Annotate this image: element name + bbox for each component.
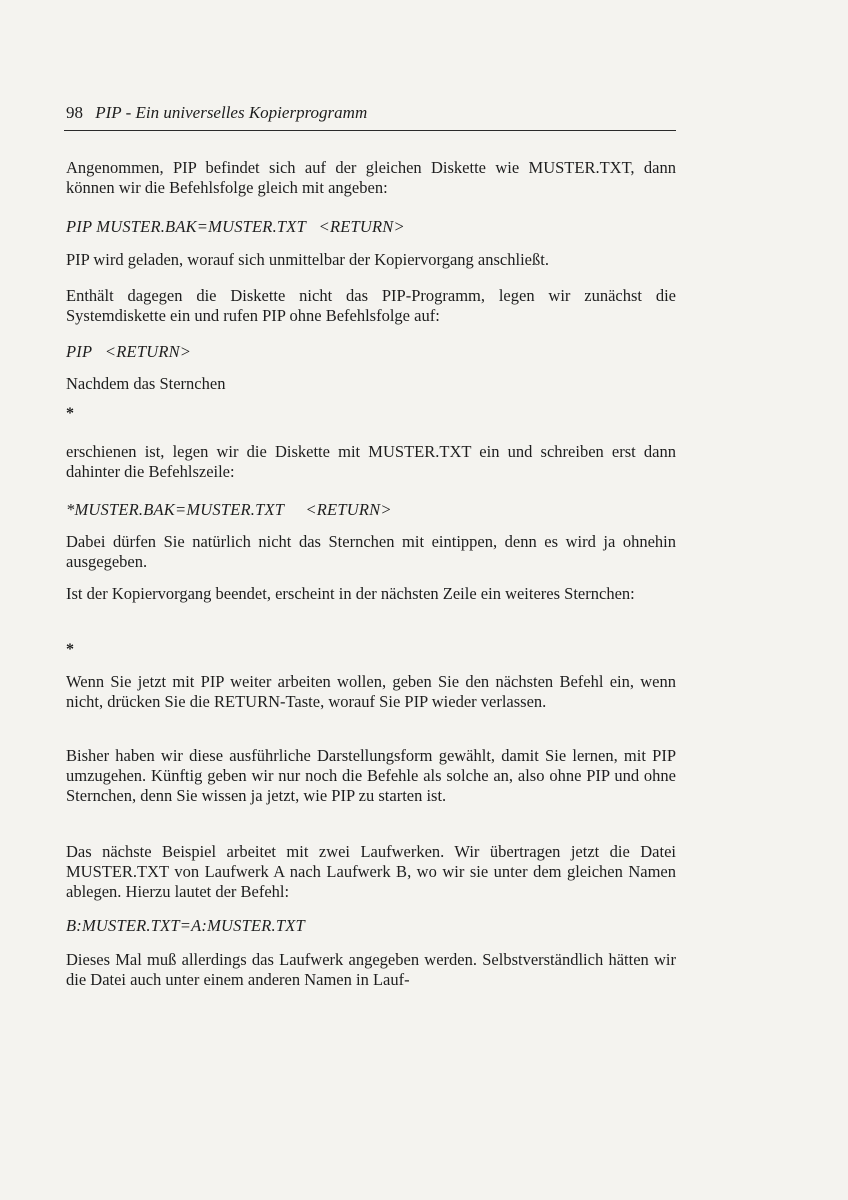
paragraph: Dieses Mal muß allerdings das Laufwerk angegeben werden. Selbstverständlich hätten wir die Datei auch unter einem anderen Namen in Lauf- xyxy=(66,950,676,989)
header-rule xyxy=(64,130,676,131)
running-title: PIP - Ein universelles Kopierprogramm xyxy=(95,103,368,122)
page-number: 98 xyxy=(66,103,83,122)
command-line: PIP MUSTER.BAK=MUSTER.TXT <RETURN> xyxy=(66,217,405,236)
command-line: PIP <RETURN> xyxy=(66,342,192,361)
paragraph: erschienen ist, legen wir die Diskette mit MUSTER.TXT ein und schreiben erst dann dahinter die Befehlszeile: xyxy=(66,442,676,481)
paragraph: Angenommen, PIP befindet sich auf der gleichen Diskette wie MUSTER.TXT, dann können wir die Befehlsfolge gleich mit angeben: xyxy=(66,158,676,197)
command-line: B:MUSTER.TXT=A:MUSTER.TXT xyxy=(66,916,305,935)
paragraph: Nachdem das Sternchen xyxy=(66,374,226,393)
paragraph: Dabei dürfen Sie natürlich nicht das Sternchen mit eintippen, denn es wird ja ohnehin ausgegeben. xyxy=(66,532,676,571)
prompt-asterisk: * xyxy=(66,641,74,658)
page-header xyxy=(66,102,367,124)
paragraph: Wenn Sie jetzt mit PIP weiter arbeiten wollen, geben Sie den nächsten Befehl ein, wenn nicht, drücken Sie die RETURN-Taste, worauf Sie PIP wieder verlassen. xyxy=(66,672,676,711)
paragraph: Bisher haben wir diese ausführliche Darstellungsform gewählt, damit Sie lernen, mit PIP umzugehen. Künftig geben wir nur noch die Befehle als solche an, also ohne PIP und ohne Sternchen, denn Sie wissen ja jetzt, wie PIP zu starten ist. xyxy=(66,746,676,805)
paragraph: Ist der Kopiervorgang beendet, erscheint in der nächsten Zeile ein weiteres Sternchen: xyxy=(66,584,635,603)
paragraph: Das nächste Beispiel arbeitet mit zwei Laufwerken. Wir übertragen jetzt die Datei MUSTER.TXT von Laufwerk A nach Laufwerk B, wo wir sie unter dem gleichen Namen ablegen. Hierzu lautet der Befehl: xyxy=(66,842,676,901)
paragraph: Enthält dagegen die Diskette nicht das PIP-Programm, legen wir zunächst die Systemdiskette ein und rufen PIP ohne Befehlsfolge auf: xyxy=(66,286,676,325)
paragraph: PIP wird geladen, worauf sich unmittelbar der Kopiervorgang anschließt. xyxy=(66,250,549,269)
prompt-asterisk: * xyxy=(66,405,74,422)
command-line: *MUSTER.BAK=MUSTER.TXT <RETURN> xyxy=(66,500,392,519)
